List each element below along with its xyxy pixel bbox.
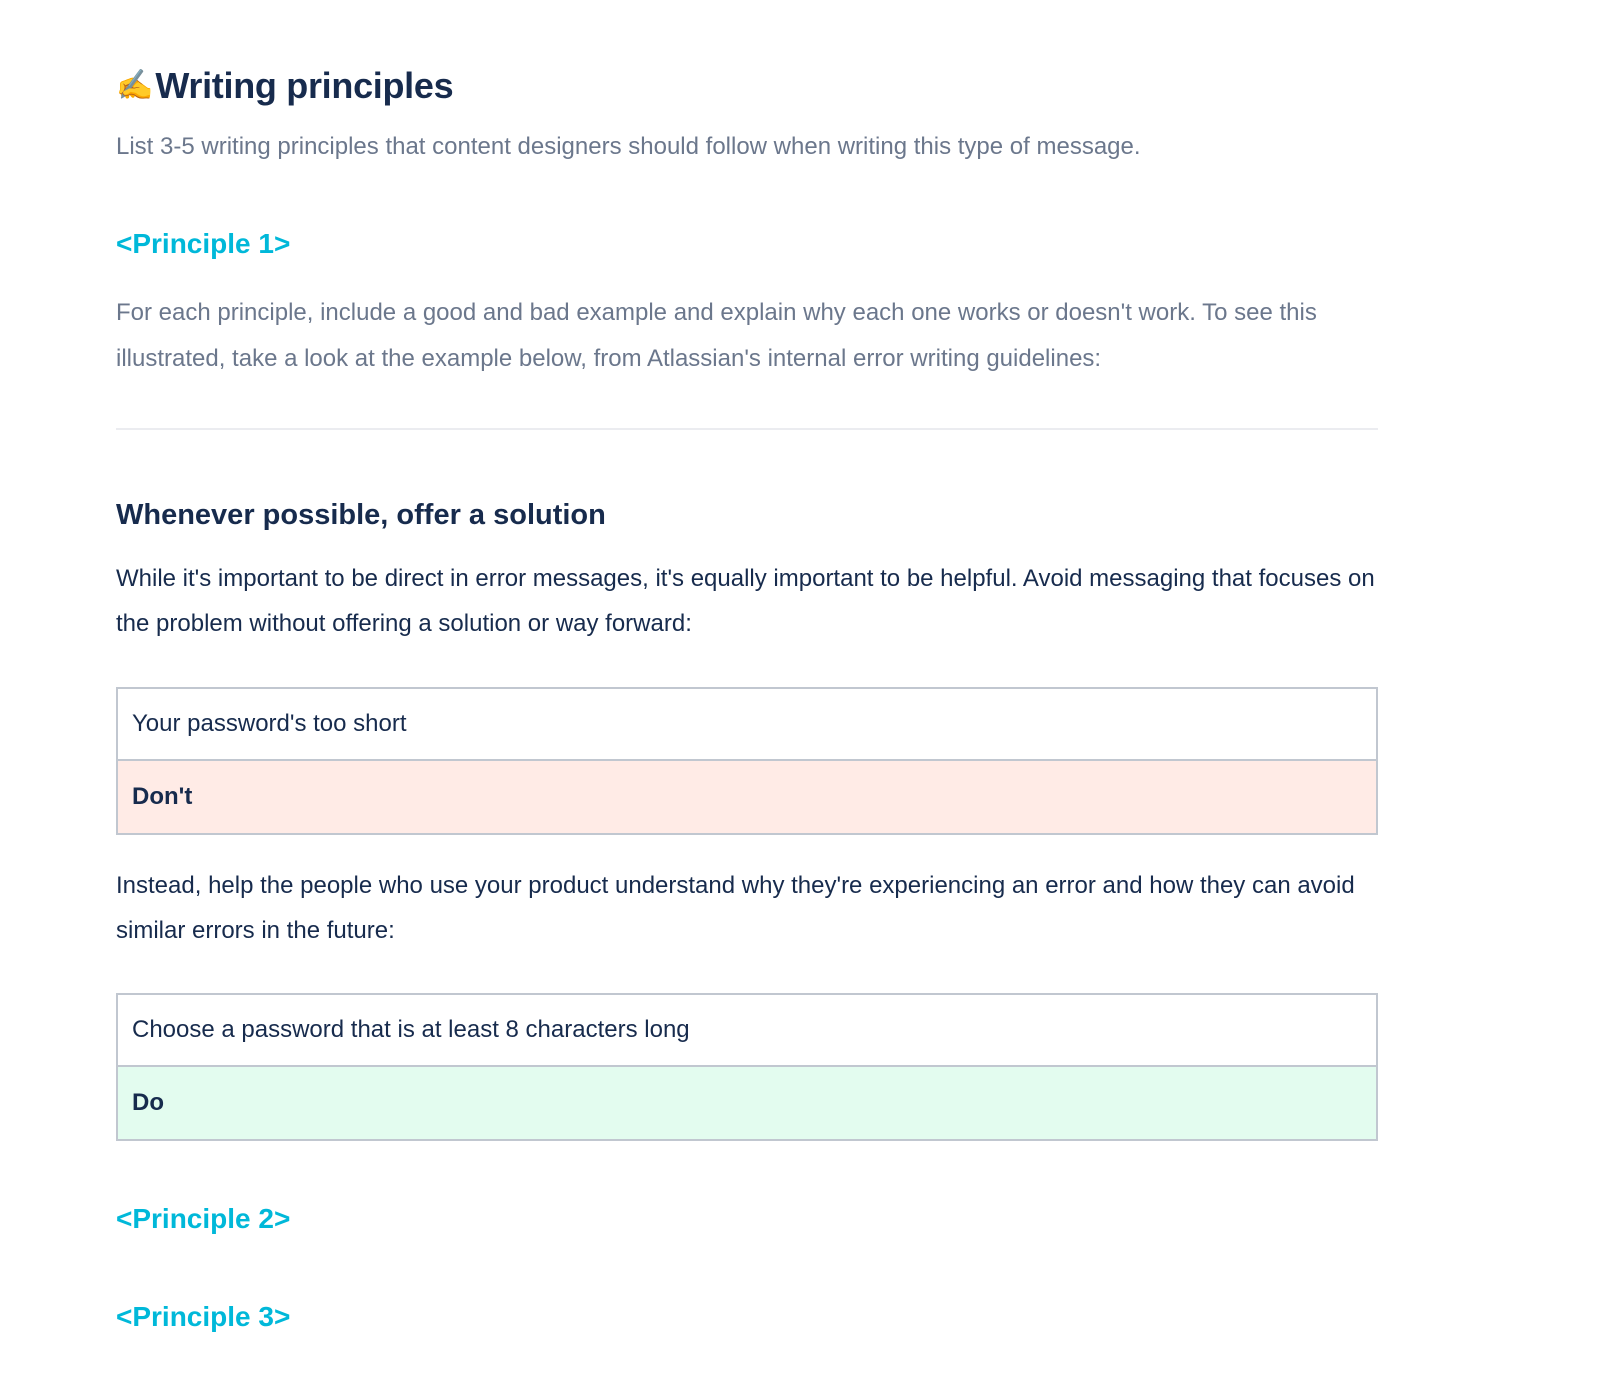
example-followup-text: Instead, help the people who use your product understand why they're experiencing an error and how they can avoid similar errors in the future: [116, 872, 1355, 944]
dont-example-message: Your password's too short [118, 689, 1376, 761]
do-example-message: Choose a password that is at least 8 characters long [118, 995, 1376, 1067]
example-heading: Whenever possible, offer a solution [116, 499, 606, 531]
do-example-table [116, 993, 1378, 1141]
principle-1-heading: <Principle 1> [116, 228, 291, 259]
writing-hand-icon: ✍️ [116, 69, 154, 102]
section-divider [116, 428, 1378, 430]
page-title: Writing principles [155, 65, 454, 106]
principle-2-heading: <Principle 2> [116, 1203, 291, 1234]
dont-example-table [116, 687, 1378, 835]
principle-3-heading: <Principle 3> [116, 1301, 291, 1332]
principle-intro-text: For each principle, include a good and bad example and explain why each one works or doesn't work. To see this illustrated, take a look at the example below, from Atlassian's internal error writing guidelines: [116, 299, 1317, 372]
title-row [116, 62, 453, 110]
example-intro-text: While it's important to be direct in error messages, it's equally important to be helpful. Avoid messaging that focuses on the problem without offering a solution or way forward: [116, 565, 1375, 637]
page-subtitle: List 3-5 writing principles that content designers should follow when writing this type of message. [116, 133, 1141, 160]
do-label: Do [118, 1067, 1376, 1139]
dont-label: Don't [118, 761, 1376, 833]
